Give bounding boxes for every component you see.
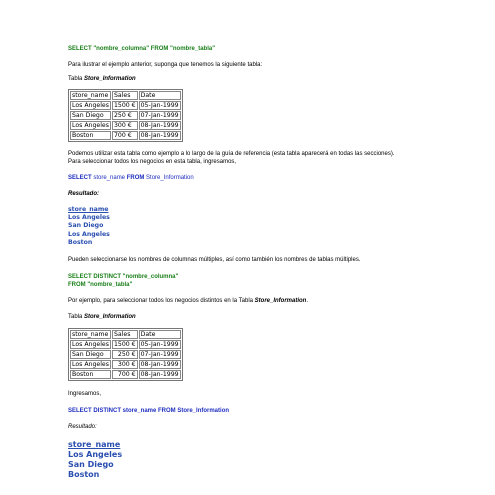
table-row — [70, 360, 181, 369]
query-select-store-name — [68, 174, 468, 182]
list-item: San Diego — [68, 460, 114, 470]
table-cell: 08-Jan-1999 — [140, 371, 179, 379]
table-cell: Boston — [70, 370, 111, 379]
distinct-example-paragraph — [68, 297, 468, 305]
syntax-line-2: FROM "nombre_tabla" — [68, 282, 133, 289]
table-cell: 250 € — [112, 111, 138, 120]
table-header-row — [70, 330, 181, 339]
table-caption-name: Store_Information — [84, 314, 136, 321]
explanation-paragraph — [68, 150, 468, 166]
table-caption-prefix: Tabla — [68, 314, 85, 321]
syntax-heading-select: SELECT "nombre_columna" FROM "nombre_tabla" — [68, 46, 216, 52]
table-cell: San Diego — [70, 111, 111, 120]
header-cell: Date — [139, 91, 181, 100]
table-cell: 07-Jan-1999 — [140, 112, 179, 119]
explanation-line-1: Podemos utilizar esta tabla como ejemplo a lo largo de la guía de referencia (esta tabla aparecerá en todas las secciones). — [68, 151, 395, 157]
result-label-2: Resultado: — [68, 424, 97, 431]
table-cell: 300 € — [112, 360, 138, 369]
table-row — [70, 111, 181, 120]
list-item: Boston — [68, 470, 100, 480]
explanation-line-2: Para seleccionar todos los negocios en esta tabla, ingresamos, — [68, 159, 237, 165]
table-caption-name: Store_Information — [84, 76, 136, 82]
header-cell: store_name — [70, 330, 111, 339]
result-header: store_name — [68, 206, 109, 213]
keyword-select: SELECT — [68, 175, 92, 181]
document-page — [68, 40, 468, 480]
table-cell: 05-Jan-1999 — [140, 341, 179, 349]
table-cell: 05-Jan-1999 — [140, 102, 179, 109]
table-row — [70, 101, 181, 110]
table-cell: Los Angeles — [72, 122, 109, 129]
table-cell: Los Angeles — [72, 361, 109, 369]
multiple-columns-paragraph: Pueden seleccionarse los nombres de columnas múltiples, así como también los nombres de tablas múltiples. — [68, 257, 361, 264]
result-header: store_name — [68, 440, 121, 450]
store-information-table-1 — [68, 89, 183, 142]
header-cell: Sales — [112, 330, 138, 339]
table-row — [70, 370, 181, 379]
query-table: Store_Information — [144, 175, 194, 181]
syntax-line-1: SELECT DISTINCT "nombre_columna" — [68, 274, 179, 281]
table-cell: 1500 € — [113, 341, 136, 349]
table-caption-1 — [68, 75, 468, 83]
table-cell: Boston — [70, 131, 111, 140]
result-label-1: Resultado: — [68, 191, 100, 197]
table-cell: Los Angeles — [72, 102, 109, 109]
table-cell: 700 € — [112, 131, 138, 140]
list-item: Los Angeles — [68, 450, 123, 460]
table-cell: 250 € — [112, 350, 138, 359]
list-item: Los Angeles — [68, 214, 110, 222]
table-cell: 300 € — [112, 121, 138, 130]
table-cell: 08-Jan-1999 — [140, 132, 179, 139]
table-row — [70, 121, 181, 130]
list-item: Boston — [68, 238, 93, 246]
header-cell: store_name — [70, 91, 111, 100]
header-cell: Date — [139, 330, 181, 339]
distinct-table-name: Store_Information — [254, 298, 307, 305]
table-cell: 700 € — [112, 370, 138, 379]
table-row — [70, 131, 181, 140]
enter-paragraph: Ingresamos, — [68, 391, 102, 398]
table-cell: 07-Jan-1999 — [140, 351, 179, 359]
query-select-distinct: SELECT DISTINCT store_name FROM Store_Information — [68, 408, 230, 415]
keyword-from: FROM — [126, 175, 145, 181]
table-header-row — [70, 91, 181, 100]
table-row — [70, 350, 181, 359]
table-cell: 08-Jan-1999 — [140, 122, 179, 129]
list-item: San Diego — [68, 222, 104, 230]
table-caption-prefix: Tabla — [68, 76, 85, 82]
distinct-suffix: . — [306, 298, 309, 305]
result-list-1 — [68, 206, 468, 247]
header-cell: Sales — [112, 91, 138, 100]
list-item: Los Angeles — [68, 230, 110, 238]
table-row — [70, 340, 181, 349]
table-cell: 08-Jan-1999 — [140, 361, 179, 369]
syntax-heading-distinct — [68, 273, 468, 289]
table-cell: Los Angeles — [72, 341, 109, 349]
table-caption-2 — [68, 313, 468, 321]
result-list-2 — [68, 440, 468, 480]
table-cell: San Diego — [70, 350, 111, 359]
query-column: store_name — [91, 175, 127, 181]
distinct-prefix: Por ejemplo, para seleccionar todos los negocios distintos en la Tabla — [68, 298, 255, 305]
table-cell: 1500 € — [113, 102, 136, 109]
intro-paragraph: Para ilustrar el ejemplo anterior, suponga que tenemos la siguiente tabla: — [68, 62, 263, 68]
store-information-table-2 — [68, 328, 183, 381]
